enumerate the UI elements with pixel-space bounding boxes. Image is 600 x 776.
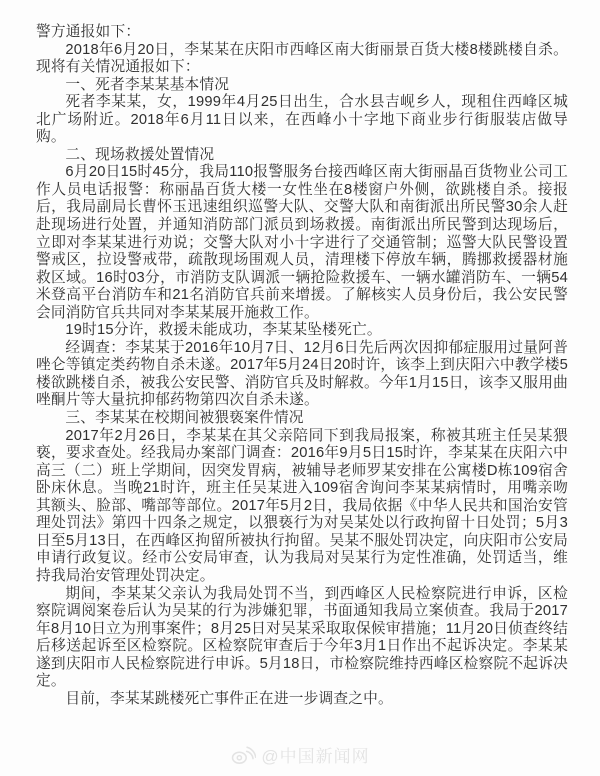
section-heading-2: 二、现场救援处置情况	[65, 146, 215, 163]
notice-paragraph-death: 19时15分许，救援未能成功，李某某坠楼死亡。	[65, 322, 382, 339]
notice-lead: 警方通报如下：	[36, 24, 141, 40]
notice-paragraph-current-status: 目前，李某某跳楼死亡事件正在进一步调查之中。	[65, 690, 393, 707]
watermark-credit: @中国新闻网	[261, 747, 370, 766]
notice-paragraph-molestation-case: 2017年2月26日，李某某在其父亲陪同下到我局报案，称被其班主任吴某猥亵，要求查处。经我局办案部门调查：2016年9月5日15时许，李某某在庆阳六中高三（二）班上学期间，因突发胃病，被辅导老师罗某安排在公寓楼D栋109宿舍卧床休息。当晚21时许，班主任吴某进入109宿舍询问李某某病情时，用嘴亲吻其额头、脸部、嘴部等部位。2017年5月2日，我局依据《中华人民共和国治安管理处罚法》第四十四条之规定，以猥亵行为对吴某处以行政拘留十日处罚；5月3日至5月13日，在西峰区拘留所被执行拘留。吴某不服处罚决定，向庆阳市公安局申请行政复议。经市公安局审查，认为我局对吴某行为定性准确，处罚适当，维持我局治安管理处罚决定。	[36, 427, 568, 584]
notice-paragraph-investigation: 经调查：李某某于2016年10月7日、12月6日先后两次因抑郁症服用过量阿普唑仑等镇定类药物自杀未遂。2017年5月24日20时许，该李上到庆阳六中教学楼5楼欲跳楼自杀，被我公安民警、消防官兵及时解救。今年1月15日，该李又服用曲唑酮片等大量抗抑郁药物第四次自杀未遂。	[36, 339, 568, 409]
section-heading-3: 三、李某某在校期间被猥亵案件情况	[65, 410, 304, 427]
notice-paragraph-intro: 2018年6月20日，李某某在庆阳市西峰区南大街丽景百货大楼8楼跳楼自杀。现将有关情况通报如下：	[36, 41, 568, 76]
weibo-icon	[230, 745, 256, 765]
notice-paragraph-victim-info: 死者李某某，女，1999年4月25日出生，合水县吉岘乡人，现租住西峰区城北广场附近。2018年6月11日以来，在西峰小十字地下商业步行街服装店做导购。	[36, 94, 568, 146]
police-notice-document	[36, 24, 568, 708]
notice-paragraph-prosecution: 期间，李某某父亲认为我局处罚不当，到西峰区人民检察院进行申诉，区检察院调阅案卷后认为吴某的行为涉嫌犯罪，书面通知我局立案侦查。我局于2017年8月10日立为刑事案件；8月25日对吴某采取取保候审措施；11月20日侦查终结后移送起诉至区检察院。区检察院审查后于今年3月1日作出不起诉决定。李某某遂到庆阳市人民检察院进行申诉。5月18日，市检察院维持西峰区检察院不起诉决定。	[36, 585, 568, 690]
notice-paragraph-rescue: 6月20日15时45分，我局110报警服务台接西峰区南大街丽晶百货物业公司工作人员电话报警：称丽晶百货大楼一女性坐在8楼窗户外侧，欲跳楼自杀。接报后，我局副局长曹怀玉迅速组织巡警大队、交警大队和南街派出所民警30余人赶赴现场进行处置，并通知消防部门派员到场救援。南街派出所民警到达现场后，立即对李某某进行劝说；交警大队对小十字进行了交通管制；巡警大队民警设置警戒区，拉设警戒带，疏散现场围观人员，清理楼下停放车辆，腾挪救援器材施救区域。16时03分，市消防支队调派一辆抢险救援车、一辆水罐消防车、一辆54米登高平台消防车和21名消防官兵前来增援。了解核实人员身份后，我公安民警会同消防官兵共同对李某某展开施救工作。	[36, 164, 568, 321]
section-heading-1: 一、死者李某某基本情况	[65, 76, 230, 93]
watermark	[0, 742, 600, 767]
